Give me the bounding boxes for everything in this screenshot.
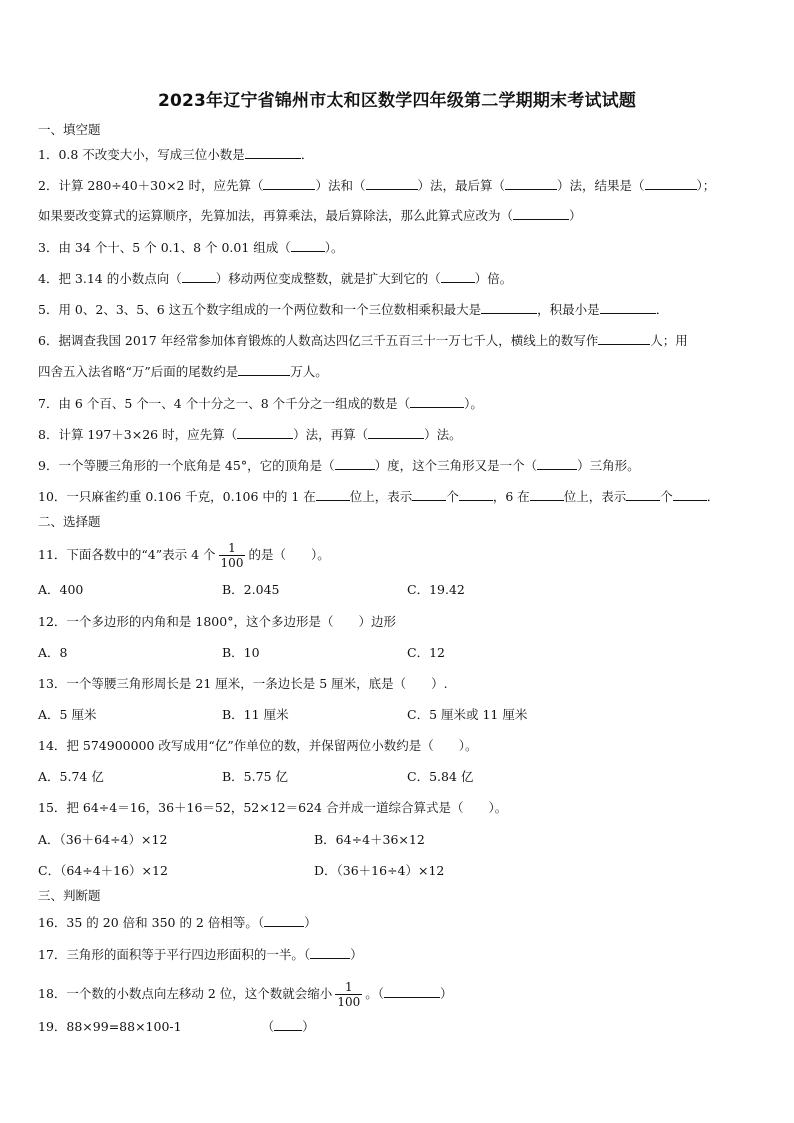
fraction: $\frac{1}{100}$ — [220, 541, 244, 570]
question-6-line2: 四舍五入法省略“万”后面的尾数约是 万人。 — [38, 364, 328, 379]
option-c[interactable]: C．19.42 — [407, 582, 465, 597]
answer-blank[interactable] — [459, 488, 493, 501]
question-5: 5．用 0、2、3、5、6 这五个数字组成的一个两位数和一个三位数相乘积最大是 ，积最小是 ． — [38, 302, 669, 317]
option-b[interactable]: B．2.045 — [222, 582, 280, 597]
question-9: 9．一个等腰三角形的一个底角是 45°，它的顶角是（ ）度，这个三角形又是一个（ ）三角形。 — [38, 458, 640, 473]
question-13: 13．一个等腰三角形周长是 21 厘米，一条边长是 5 厘米，底是（ ）. — [38, 676, 448, 691]
question-7: 7．由 6 个百、5 个一、4 个十分之一、8 个千分之一组成的数是（ ）。 — [38, 396, 483, 411]
fraction: $\frac{1}{100}$ — [337, 980, 361, 1009]
answer-blank[interactable] — [600, 301, 656, 314]
page-title: 2023年辽宁省锦州市太和区数学四年级第二学期期末考试试题 — [157, 91, 637, 111]
answer-blank[interactable] — [412, 488, 446, 501]
answer-blank[interactable] — [513, 207, 569, 220]
answer-blank[interactable] — [645, 177, 697, 190]
section-fill-blank: 一、填空题 — [38, 122, 101, 137]
option-c[interactable]: C．5.84 亿 — [407, 769, 474, 784]
answer-blank[interactable] — [368, 426, 424, 439]
answer-blank[interactable] — [384, 985, 440, 998]
question-4: 4．把 3.14 的小数点向（ ）移动两位变成整数，就是扩大到它的（ ）倍。 — [38, 271, 513, 286]
option-b[interactable]: B．10 — [222, 645, 260, 660]
question-17: 17．三角形的面积等于平行四边形面积的一半。（ ） — [38, 947, 363, 962]
answer-blank[interactable] — [481, 301, 537, 314]
answer-blank[interactable] — [263, 177, 315, 190]
option-a[interactable]: A．8 — [38, 645, 68, 660]
question-6: 6．据调查我国 2017 年经常参加体育锻炼的人数高达四亿三千五百三十一万七千人，横线上的数写作 人；用 — [38, 333, 688, 348]
question-15: 15．把 64÷4＝16，36＋16＝52，52×12＝624 合并成一道综合算式是（ ）。 — [38, 800, 508, 815]
question-19: 19．88×99=88×100-1 （ ） — [38, 1019, 315, 1034]
answer-blank[interactable] — [291, 239, 325, 252]
answer-blank[interactable] — [505, 177, 557, 190]
question-8: 8．计算 197＋3×26 时，应先算（ ）法，再算（ ）法。 — [38, 427, 462, 442]
answer-blank[interactable] — [264, 914, 304, 927]
answer-blank[interactable] — [537, 457, 577, 470]
answer-blank[interactable] — [335, 457, 375, 470]
answer-blank[interactable] — [673, 488, 707, 501]
answer-blank[interactable] — [237, 426, 293, 439]
section-multiple-choice: 二、选择题 — [38, 514, 101, 529]
option-a[interactable]: A．5 厘米 — [38, 707, 97, 722]
question-11: 11．下面各数中的“4”表示 4 个 $\frac{1}{100}$ 的是（ ）。 — [38, 541, 330, 570]
option-b[interactable]: B．5.75 亿 — [222, 769, 288, 784]
answer-blank[interactable] — [245, 146, 301, 159]
option-c[interactable]: C．12 — [407, 645, 445, 660]
option-d[interactable]: D．（36＋16÷4）×12 — [314, 863, 445, 878]
option-c[interactable]: C．5 厘米或 11 厘米 — [407, 707, 528, 722]
question-12: 12．一个多边形的内角和是 1800°，这个多边形是（ ）边形 — [38, 614, 396, 629]
answer-blank[interactable] — [238, 363, 290, 376]
question-2: 2．计算 280÷40＋30×2 时，应先算（ ）法和（ ）法，最后算（ ）法，结果是（ ）； — [38, 178, 716, 193]
question-18: 18．一个数的小数点向左移动 2 位，这个数就会缩小 $\frac{1}{100}$ 。（ ） — [38, 980, 453, 1009]
section-true-false: 三、判断题 — [38, 888, 101, 903]
answer-blank[interactable] — [366, 177, 418, 190]
question-1: 1．0.8 不改变大小，写成三位小数是 ． — [38, 147, 314, 162]
answer-blank[interactable] — [274, 1018, 302, 1031]
answer-blank[interactable] — [530, 488, 564, 501]
option-b[interactable]: B．64÷4＋36×12 — [314, 832, 425, 847]
answer-blank[interactable] — [310, 946, 350, 959]
option-b[interactable]: B．11 厘米 — [222, 707, 289, 722]
question-3: 3．由 34 个十、5 个 0.1、8 个 0.01 组成（ ）。 — [38, 240, 344, 255]
question-10: 10．一只麻雀约重 0.106 千克，0.106 中的 1 在 位上，表示 个 ，6 在 位上，表示 个 ． — [38, 489, 720, 504]
answer-blank[interactable] — [182, 270, 216, 283]
answer-blank[interactable] — [441, 270, 475, 283]
option-c[interactable]: C．（64÷4＋16）×12 — [38, 863, 168, 878]
question-2-line2: 如果要改变算式的运算顺序，先算加法，再算乘法，最后算除法，那么此算式应改为（ ） — [38, 208, 582, 223]
option-a[interactable]: A．（36＋64÷4）×12 — [38, 832, 168, 847]
option-a[interactable]: A．400 — [38, 582, 84, 597]
answer-blank[interactable] — [598, 332, 650, 345]
answer-blank[interactable] — [626, 488, 660, 501]
question-16: 16．35 的 20 倍和 350 的 2 倍相等。（ ） — [38, 915, 317, 930]
answer-blank[interactable] — [316, 488, 350, 501]
answer-blank[interactable] — [410, 395, 464, 408]
question-14: 14．把 574900000 改写成用“亿”作单位的数，并保留两位小数约是（ ）。 — [38, 738, 478, 753]
option-a[interactable]: A．5.74 亿 — [38, 769, 104, 784]
